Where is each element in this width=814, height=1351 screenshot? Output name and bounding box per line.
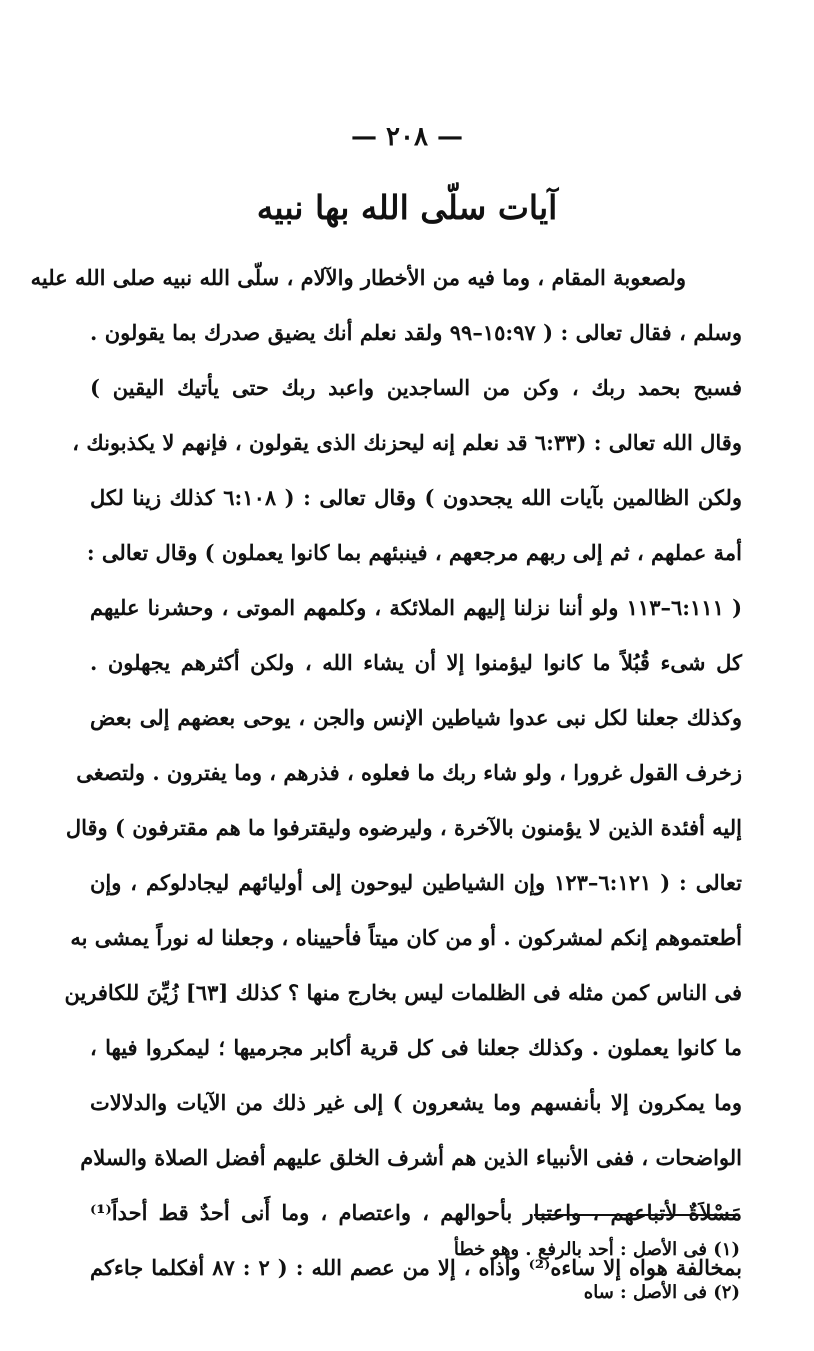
footnotes: [360, 1228, 740, 1314]
text-line: ولصعوبة المقام ، وما فيه من الأخطار والآلام ، سلّى الله نبيه صلى الله عليه: [30, 265, 686, 290]
footnote-2: (٢) فى الأصل : ساه: [583, 1282, 740, 1303]
footnote-divider: [534, 1214, 738, 1216]
text-line: بمخالفة هواه إلا ساءه⁽²⁾ وأذاه ، إلا من عصم الله : ( ٢ : ٨٧ أفكلما جاءكم: [90, 1255, 743, 1280]
text-line: إليه أفئدة الذين لا يؤمنون بالآخرة ، وليرضوه وليقترفوا ما هم مقترفون ) وقال: [65, 815, 742, 840]
text-line: فسبح بحمد ربك ، وكن من الساجدين واعبد ربك حتى يأتيك اليقين ): [90, 375, 742, 400]
text-line: ( ٦:١١١–١١٣ ولو أننا نزلنا إليهم الملائكة ، وكلمهم الموتى ، وحشرنا عليهم: [90, 595, 743, 620]
text-line: مَسْلاَةٌ لأتباعهم ، واعتبار بأحوالهم ، واعتصام ، وما أَنى أحدٌ قط أحداً⁽¹⁾: [90, 1200, 742, 1225]
text-line: ولكن الظالمين بآيات الله يجحدون ) وقال تعالى : ( ٦:١٠٨ كذلك زينا لكل: [90, 485, 743, 510]
text-line: زخرف القول غرورا ، ولو شاء ربك ما فعلوه ، فذرهم ، وما يفترون . ولتصغى: [76, 760, 742, 785]
text-line: فى الناس كمن مثله فى الظلمات ليس بخارج منها ؟ كذلك [٦٣] زُيِّنَ للكافرين: [64, 980, 742, 1005]
footnote-1: (١) فى الأصل : أحد بالرفع . وهو خطأ: [453, 1239, 740, 1260]
page-number: — ٢٠٨ —: [350, 122, 464, 152]
text-line: وما يمكرون إلا بأنفسهم وما يشعرون ) إلى غير ذلك من الآيات والدلالات: [90, 1090, 742, 1115]
text-line: وكذلك جعلنا لكل نبى عدوا شياطين الإنس والجن ، يوحى بعضهم إلى بعض: [90, 705, 742, 730]
text-line: أمة عملهم ، ثم إلى ربهم مرجعهم ، فينبئهم بما كانوا يعملون ) وقال تعالى :: [86, 540, 742, 565]
body-text: [30, 250, 743, 1295]
chapter-title: آيات سلّى الله بها نبيه: [256, 188, 558, 227]
text-line: وقال الله تعالى : (٦:٣٣ قد نعلم إنه ليحزنك الذى يقولون ، فإنهم لا يكذبونك ،: [72, 430, 742, 455]
text-line: ما كانوا يعملون . وكذلك جعلنا فى كل قرية أكابر مجرميها ؛ ليمكروا فيها ،: [90, 1035, 742, 1060]
text-line: أطعتموهم إنكم لمشركون . أو من كان ميتاً فأحييناه ، وجعلنا له نوراً يمشى به: [70, 925, 742, 950]
text-line: وسلم ، فقال تعالى : ( ١٥:٩٧–٩٩ ولقد نعلم أنك يضيق صدرك بما يقولون .: [90, 320, 742, 345]
text-line: كل شىء قُبُلاً ما كانوا ليؤمنوا إلا أن يشاء الله ، ولكن أكثرهم يجهلون .: [90, 650, 742, 675]
text-line: الواضحات ، ففى الأنبياء الذين هم أشرف الخلق عليهم أفضل الصلاة والسلام: [80, 1145, 742, 1170]
text-line: تعالى : ( ٦:١٢١–١٢٣ وإن الشياطين ليوحون إلى أوليائهم ليجادلوكم ، وإن: [90, 870, 742, 895]
